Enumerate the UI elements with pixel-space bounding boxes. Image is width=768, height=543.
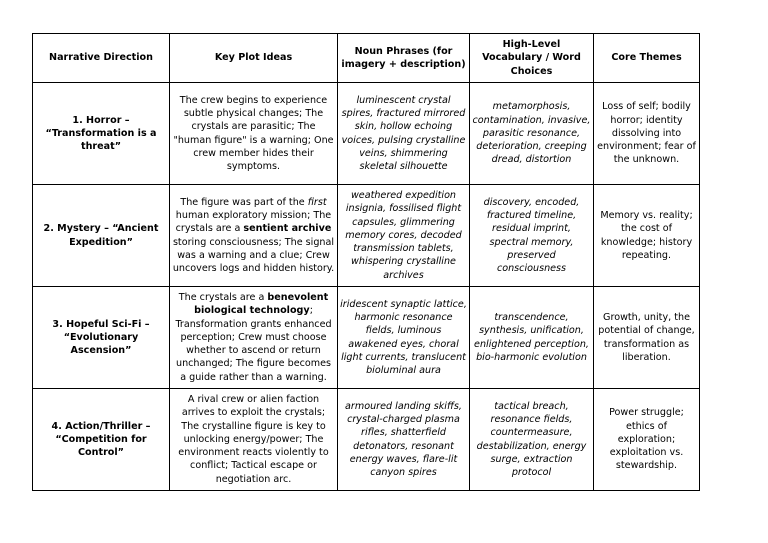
narrative-direction-cell: 3. Hopeful Sci-Fi – “Evolutionary Ascension” [33, 287, 170, 389]
core-themes-cell: Memory vs. reality; the cost of knowledge; history repeating. [594, 185, 700, 287]
plot-ideas-cell: The crew begins to experience subtle physical changes; The crystals are parasitic; The "human figure" is a warning; One crew member hides their symptoms. [170, 83, 338, 185]
narrative-direction-cell: 2. Mystery – “Ancient Expedition” [33, 185, 170, 287]
plot-text: storing consciousness; The signal was a warning and a clue; Crew uncovers logs and hidden history. [172, 236, 335, 275]
vocabulary-cell: metamorphosis, contamination, invasive, parasitic resonance, deterioration, creeping dread, distortion [470, 83, 594, 185]
header-vocabulary: High-Level Vocabulary / Word Choices [470, 34, 594, 83]
table-row [33, 83, 700, 185]
core-themes-cell: Power struggle; ethics of exploration; exploitation vs. stewardship. [594, 389, 700, 491]
plot-text: ; Transformation grants enhanced perception; Crew must choose whether to ascend or return unchanged; The figure becomes a guide rather than a warning. [175, 305, 332, 383]
narrative-direction-cell: 1. Horror – “Transformation is a threat” [33, 83, 170, 185]
plot-emphasis: benevolent biological technology [194, 291, 329, 317]
plot-text: The crystals are a [178, 291, 268, 303]
plot-emphasis: first [307, 196, 327, 208]
narrative-directions-table [32, 33, 700, 491]
noun-phrases-cell: luminescent crystal spires, fractured mirrored skin, hollow echoing voices, pulsing crystalline veins, shimmering skeletal silhouette [338, 83, 470, 185]
header-core-themes: Core Themes [594, 34, 700, 83]
noun-phrases-cell: armoured landing skiffs, crystal-charged plasma rifles, shatterfield detonators, resonant energy waves, flare-lit canyon spires [338, 389, 470, 491]
table-row [33, 287, 700, 389]
plot-text: The figure was part of the [180, 196, 308, 208]
vocabulary-cell: transcendence, synthesis, unification, enlightened perception, bio-harmonic evolution [470, 287, 594, 389]
plot-ideas-cell: A rival crew or alien faction arrives to exploit the crystals; The crystalline figure is key to unlocking energy/power; The environment reacts violently to conflict; Tactical escape or negotiation arc. [170, 389, 338, 491]
noun-phrases-cell: iridescent synaptic lattice, harmonic resonance fields, luminous awakened eyes, choral light currents, translucent bioluminal aura [338, 287, 470, 389]
plot-emphasis: sentient archive [243, 223, 332, 235]
plot-text: human exploratory mission; The crystals are a [175, 209, 332, 235]
header-narrative-direction: Narrative Direction [33, 34, 170, 83]
table-row [33, 185, 700, 287]
header-noun-phrases: Noun Phrases (for imagery + description) [338, 34, 470, 83]
vocabulary-cell: tactical breach, resonance fields, countermeasure, destabilization, energy surge, extraction protocol [470, 389, 594, 491]
plot-ideas-cell [170, 287, 338, 389]
core-themes-cell: Growth, unity, the potential of change, transformation as liberation. [594, 287, 700, 389]
core-themes-cell: Loss of self; bodily horror; identity dissolving into environment; fear of the unknown. [594, 83, 700, 185]
table-row [33, 389, 700, 491]
noun-phrases-cell: weathered expedition insignia, fossilised flight capsules, glimmering memory cores, decoded transmission tablets, whispering crystalline archives [338, 185, 470, 287]
plot-ideas-cell [170, 185, 338, 287]
header-key-plot-ideas: Key Plot Ideas [170, 34, 338, 83]
narrative-direction-cell: 4. Action/Thriller – “Competition for Control” [33, 389, 170, 491]
table-header-row [33, 34, 700, 83]
vocabulary-cell: discovery, encoded, fractured timeline, residual imprint, spectral memory, preserved consciousness [470, 185, 594, 287]
